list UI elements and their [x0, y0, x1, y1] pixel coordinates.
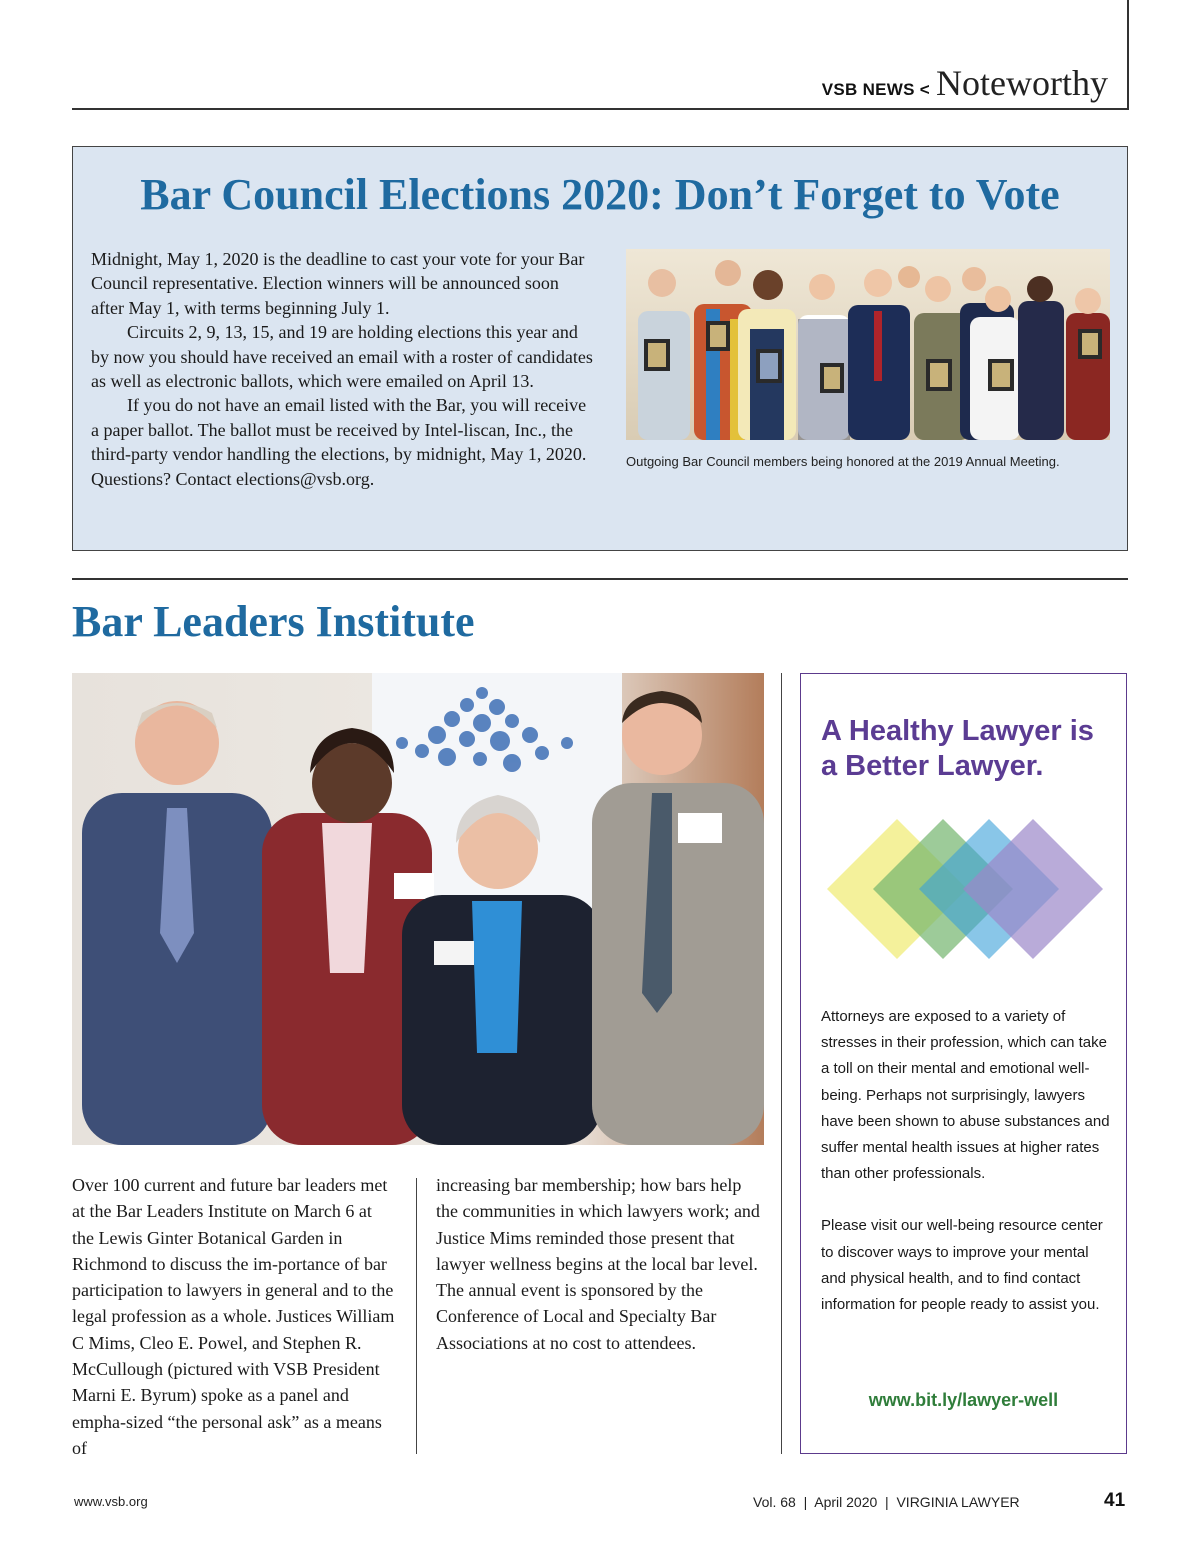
page-number: 41 — [1104, 1490, 1126, 1511]
election-title: Bar Council Elections 2020: Don’t Forget to Vote — [140, 170, 1060, 219]
bli-body-column-1: Over 100 current and future bar leaders met at the Bar Leaders Institute on March 6 at the Lewis Ginter Botanical Garden in Richmond to discuss the im-portance of bar participation to lawyers in general and to the legal profession as a whole. Justices William C Mims, Cleo E. Powel, and Stephen R. McCullough (pictured with VSB President Marni E. Byrum) spoke as a panel and empha-sized “the personal ask” as a means of — [72, 1175, 395, 1458]
header-rule — [72, 108, 1128, 110]
election-paragraph: If you do not have an email listed with the Bar, you will receive a paper ballot. The ballot must be received by Intel-liscan, Inc., the third-party vendor handling the elections, by midnight, May 1, 2020. Questions? Contact elections@vsb.org. — [91, 395, 587, 489]
election-sidebar-box — [72, 146, 1128, 551]
council-photo-illustration — [626, 249, 1110, 440]
wellness-title: A Healthy Lawyer is a Better Lawyer. — [821, 715, 1094, 782]
header-section-title: Noteworthy — [936, 63, 1108, 103]
election-body — [91, 247, 596, 491]
column-divider — [416, 1178, 417, 1454]
bar-leaders-photo-illustration — [72, 673, 764, 1145]
bli-title: Bar Leaders Institute — [72, 597, 475, 646]
wellness-paragraph: Please visit our well-being resource center to discover ways to improve your mental and physical health, and to find contact information for people ready to assist you. — [821, 1217, 1103, 1314]
bli-body-column-2: increasing bar membership; how bars help the communities in which lawyers work; and Justice Mims reminded those present that lawyer wellness begins at the local bar level. The annual event is sponsored by the Conference of Local and Specialty Bar Associations at no cost to attendees. — [436, 1175, 760, 1353]
page-header — [822, 62, 1108, 104]
bar-leaders-photo — [72, 673, 764, 1145]
wellness-paragraph: Attorneys are exposed to a variety of stresses in their profession, which can take a toll on their mental and emotional well-being. Perhaps not surprisingly, lawyers have been shown to abuse substances and suffer mental health issues at higher rates than other professionals. — [821, 1008, 1110, 1183]
wellness-link[interactable]: www.bit.ly/lawyer-well — [868, 1390, 1059, 1410]
wellness-ad-box — [800, 673, 1127, 1454]
footer-website[interactable]: www.vsb.org — [74, 1494, 148, 1509]
section-divider — [72, 578, 1128, 580]
footer-issue-text: Vol. 68 | April 2020 | VIRGINIA LAWYER — [753, 1494, 1020, 1510]
election-paragraph: Midnight, May 1, 2020 is the deadline to cast your vote for your Bar Council representative. Election winners will be announced soon after May 1, with terms beginning July 1. — [91, 249, 585, 318]
wellness-body — [821, 1004, 1116, 1318]
photo-caption: Outgoing Bar Council members being honored at the 2019 Annual Meeting. — [626, 454, 1060, 469]
election-paragraph: Circuits 2, 9, 13, 15, and 19 are holding elections this year and by now you should have received an email with a roster of candidates as well as electronic ballots, which were emailed on April 13. — [91, 322, 593, 392]
council-members-photo — [626, 249, 1110, 440]
header-vertical-rule — [1127, 0, 1129, 110]
overlapping-diamonds-logo-icon — [827, 819, 1103, 959]
footer-issue — [753, 1494, 1020, 1510]
column-divider — [781, 673, 782, 1454]
header-section-label: VSB NEWS < — [821, 80, 931, 99]
